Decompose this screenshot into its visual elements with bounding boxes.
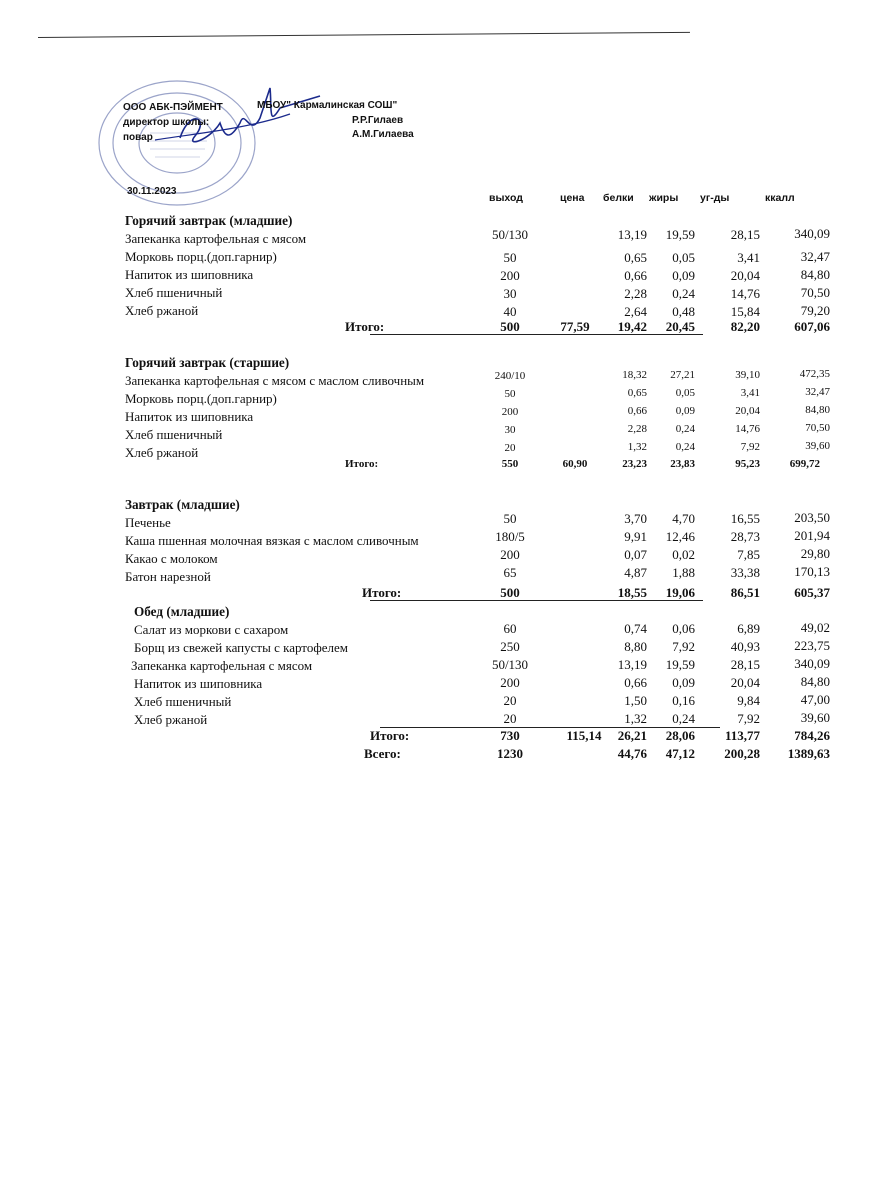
carbs-value: 7,85 <box>737 547 760 562</box>
fat-value: 0,24 <box>675 423 695 435</box>
total-portion: 730 <box>500 728 520 743</box>
kcal-value: 39,60 <box>800 710 830 725</box>
top-rule <box>38 32 690 38</box>
portion-value: 40 <box>503 304 517 319</box>
dish-name: Салат из моркови с сахаром <box>134 622 289 637</box>
column-header-price: цена <box>560 192 585 204</box>
cook-name: А.М.Гилаева <box>352 129 414 140</box>
protein-value: 1,32 <box>627 441 647 453</box>
total-protein: 26,21 <box>617 728 647 743</box>
school-name: МБОУ" Кармалинская СОШ" <box>257 100 398 111</box>
fat-value: 0,05 <box>675 387 695 399</box>
protein-value: 0,65 <box>627 387 647 399</box>
portion-value: 65 <box>503 565 517 580</box>
dish-name: Запеканка картофельная с мясом <box>131 658 313 673</box>
carbs-value: 14,76 <box>735 423 760 435</box>
fat-value: 0,24 <box>675 441 695 453</box>
carbs-value: 6,89 <box>737 621 760 636</box>
total-kcal: 699,72 <box>789 458 820 470</box>
column-header-kcal: ккалл <box>765 192 795 204</box>
portion-value: 20 <box>503 693 517 708</box>
carbs-value: 33,38 <box>730 565 760 580</box>
total-protein: 18,55 <box>617 585 647 600</box>
carbs-value: 9,84 <box>737 693 760 708</box>
cook-label: повар <box>123 132 153 143</box>
carbs-value: 40,93 <box>730 639 760 654</box>
dish-name: Хлеб пшеничный <box>125 427 223 442</box>
carbs-value: 3,41 <box>737 250 760 265</box>
kcal-value: 49,02 <box>800 620 830 635</box>
total-kcal: 605,37 <box>794 585 830 600</box>
portion-value: 200 <box>501 406 519 418</box>
total-label: Итого: <box>362 585 402 600</box>
protein-value: 0,65 <box>624 250 647 265</box>
dish-name: Каша пшенная молочная вязкая с маслом сливочным <box>125 533 419 548</box>
fat-value: 0,48 <box>672 304 695 319</box>
carbs-value: 28,15 <box>730 657 760 672</box>
protein-value: 0,66 <box>624 268 647 283</box>
menu-item-row <box>125 267 873 285</box>
protein-value: 2,28 <box>627 423 647 435</box>
carbs-value: 14,76 <box>730 286 760 301</box>
protein-value: 2,64 <box>624 304 647 319</box>
protein-value: 0,66 <box>627 405 647 417</box>
protein-value: 13,19 <box>617 227 647 242</box>
menu-item-row <box>125 249 873 267</box>
kcal-value: 84,80 <box>805 404 830 416</box>
total-label: Итого: <box>345 458 379 470</box>
kcal-value: 70,50 <box>800 285 830 300</box>
portion-value: 250 <box>500 639 520 654</box>
portion-value: 20 <box>503 711 517 726</box>
kcal-value: 340,09 <box>794 226 830 241</box>
section-total-row <box>125 319 873 337</box>
protein-value: 0,66 <box>624 675 647 690</box>
portion-value: 50/130 <box>491 227 529 242</box>
kcal-value: 203,50 <box>794 510 830 525</box>
kcal-value: 32,47 <box>805 386 830 398</box>
portion-value: 240/10 <box>494 370 526 382</box>
total-carbs: 82,20 <box>730 319 760 334</box>
kcal-value: 340,09 <box>794 656 830 671</box>
protein-value: 8,80 <box>624 639 647 654</box>
total-carbs: 86,51 <box>730 585 760 600</box>
kcal-value: 472,35 <box>799 368 830 380</box>
total-protein: 19,42 <box>617 319 647 334</box>
portion-value: 50 <box>503 250 517 265</box>
protein-value: 0,07 <box>624 547 647 562</box>
dish-name: Борщ из свежей капусты с картофелем <box>134 640 348 655</box>
grand-total-kcal: 1389,63 <box>787 746 830 761</box>
fat-value: 0,09 <box>672 268 695 283</box>
column-header-belki: белки <box>603 192 634 204</box>
carbs-value: 20,04 <box>735 405 760 417</box>
carbs-value: 20,04 <box>730 675 760 690</box>
total-fat: 19,06 <box>665 585 695 600</box>
document-date: 30.11.2023 <box>127 186 177 197</box>
carbs-value: 20,04 <box>730 268 760 283</box>
portion-value: 180/5 <box>495 529 525 544</box>
portion-value: 20 <box>504 442 516 454</box>
grand-total-portion: 1230 <box>497 746 523 761</box>
total-label: Итого: <box>345 319 385 334</box>
dish-name: Батон нарезной <box>125 569 211 584</box>
total-fat: 20,45 <box>665 319 695 334</box>
director-name: Р.Р.Гилаев <box>352 115 404 126</box>
fat-value: 4,70 <box>672 511 695 526</box>
dish-name: Хлеб ржаной <box>125 445 199 460</box>
dish-name: Хлеб ржаной <box>125 303 199 318</box>
protein-value: 4,87 <box>624 565 647 580</box>
portion-value: 30 <box>504 424 516 436</box>
total-kcal: 607,06 <box>794 319 830 334</box>
total-carbs: 113,77 <box>724 728 760 743</box>
portion-value: 50 <box>503 511 517 526</box>
total-price: 60,90 <box>562 458 588 470</box>
dish-name: Запеканка картофельная с мясом <box>125 231 307 246</box>
fat-value: 1,88 <box>672 565 695 580</box>
kcal-value: 70,50 <box>805 422 830 434</box>
kcal-value: 201,94 <box>794 528 830 543</box>
dish-name: Напиток из шиповника <box>134 676 263 691</box>
fat-value: 0,16 <box>672 693 695 708</box>
dish-name: Напиток из шиповника <box>125 267 254 282</box>
portion-value: 200 <box>500 268 520 283</box>
section-total-row <box>125 585 873 603</box>
column-header-ugdy: уг-ды <box>700 192 730 204</box>
kcal-value: 170,13 <box>794 564 830 579</box>
fat-value: 0,02 <box>672 547 695 562</box>
kcal-value: 223,75 <box>794 638 830 653</box>
kcal-value: 84,80 <box>800 674 830 689</box>
fat-value: 27,21 <box>670 369 695 381</box>
total-portion: 500 <box>500 585 520 600</box>
total-price: 115,14 <box>566 728 602 743</box>
total-kcal: 784,26 <box>794 728 830 743</box>
section-title: Обед (младшие) <box>134 604 230 619</box>
dish-name: Какао с молоком <box>125 551 218 566</box>
section-title: Завтрак (младшие) <box>125 497 240 512</box>
fat-value: 0,06 <box>672 621 695 636</box>
dish-name: Морковь порц.(доп.гарнир) <box>125 249 277 264</box>
kcal-value: 84,80 <box>800 267 830 282</box>
company-name: ООО АБК-ПЭЙМЕНТ <box>123 102 223 113</box>
fat-value: 0,24 <box>672 711 695 726</box>
protein-value: 1,32 <box>624 711 647 726</box>
total-price: 77,59 <box>560 319 590 334</box>
director-label: директор школы: <box>123 117 210 128</box>
column-header-vyhod: выход <box>489 192 523 204</box>
carbs-value: 15,84 <box>730 304 760 319</box>
carbs-value: 7,92 <box>737 711 760 726</box>
section-title: Горячий завтрак (старшие) <box>125 355 290 370</box>
carbs-value: 28,73 <box>730 529 760 544</box>
section-title: Горячий завтрак (младшие) <box>125 213 293 228</box>
fat-value: 0,09 <box>672 675 695 690</box>
kcal-value: 79,20 <box>800 303 830 318</box>
fat-value: 7,92 <box>672 639 695 654</box>
dish-name: Хлеб пшеничный <box>125 285 223 300</box>
dish-name: Морковь порц.(доп.гарнир) <box>125 391 277 406</box>
protein-value: 9,91 <box>624 529 647 544</box>
protein-value: 13,19 <box>617 657 647 672</box>
carbs-value: 7,92 <box>740 441 760 453</box>
fat-value: 0,05 <box>672 250 695 265</box>
total-label: Итого: <box>370 728 410 743</box>
fat-value: 0,09 <box>675 405 695 417</box>
portion-value: 200 <box>500 547 520 562</box>
protein-value: 18,32 <box>622 369 647 381</box>
portion-value: 50/130 <box>491 657 529 672</box>
grand-total-fat: 47,12 <box>665 746 695 761</box>
protein-value: 0,74 <box>624 621 647 636</box>
menu-item-row <box>125 226 873 249</box>
portion-value: 30 <box>503 286 517 301</box>
carbs-value: 3,41 <box>740 387 760 399</box>
dish-name: Запеканка картофельная с мясом с маслом сливочным <box>125 373 425 388</box>
carbs-value: 28,15 <box>730 227 760 242</box>
carbs-value: 16,55 <box>730 511 760 526</box>
dish-name: Хлеб пшеничный <box>134 694 232 709</box>
total-fat: 23,83 <box>670 458 695 470</box>
total-carbs: 95,23 <box>735 458 760 470</box>
fat-value: 0,24 <box>672 286 695 301</box>
protein-value: 2,28 <box>624 286 647 301</box>
dish-name: Напиток из шиповника <box>125 409 254 424</box>
fat-value: 19,59 <box>665 657 695 672</box>
dish-name: Хлеб ржаной <box>134 712 208 727</box>
protein-value: 1,50 <box>624 693 647 708</box>
total-portion: 550 <box>501 458 519 470</box>
portion-value: 60 <box>503 621 517 636</box>
dish-name: Печенье <box>125 515 171 530</box>
portion-value: 200 <box>500 675 520 690</box>
grand-total-row <box>134 746 873 764</box>
grand-total-label: Всего: <box>364 746 401 761</box>
section-total-row <box>134 728 873 746</box>
total-portion: 500 <box>500 319 520 334</box>
protein-value: 3,70 <box>624 511 647 526</box>
grand-total-carbs: 200,28 <box>724 746 760 761</box>
fat-value: 12,46 <box>665 529 695 544</box>
section-total-row <box>125 458 873 476</box>
fat-value: 19,59 <box>665 227 695 242</box>
kcal-value: 29,80 <box>800 546 830 561</box>
portion-value: 50 <box>504 388 516 400</box>
column-header-zhiry: жиры <box>649 192 679 204</box>
total-fat: 28,06 <box>665 728 695 743</box>
menu-item-row <box>125 285 873 303</box>
carbs-value: 39,10 <box>735 369 760 381</box>
total-protein: 23,23 <box>622 458 647 470</box>
kcal-value: 32,47 <box>800 249 830 264</box>
grand-total-protein: 44,76 <box>617 746 647 761</box>
kcal-value: 47,00 <box>800 692 830 707</box>
kcal-value: 39,60 <box>805 440 830 452</box>
